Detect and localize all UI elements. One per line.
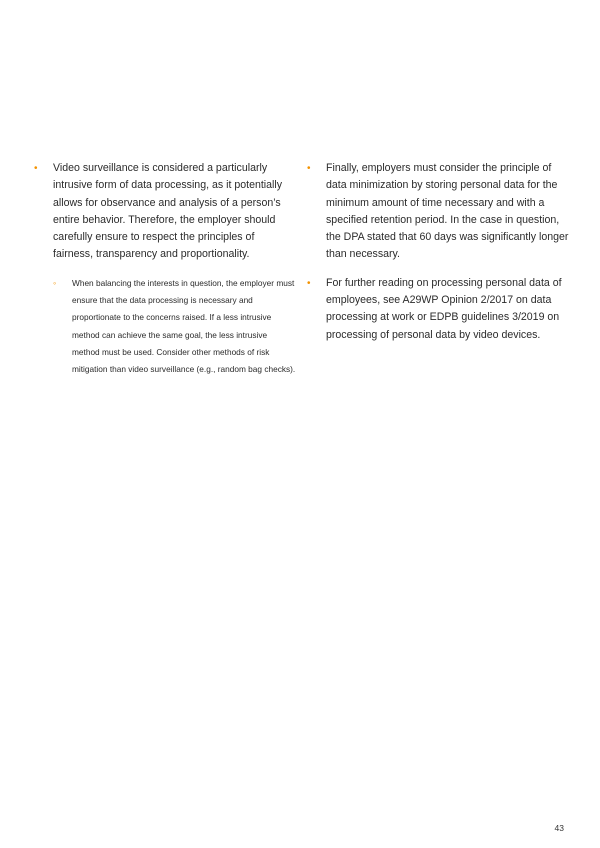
bullet-text: Finally, employers must consider the principle of data minimization by storing personal data for the minimum amount of time necessary and with a specified retention period. In the case in question, the DPA stated that 60 days was significantly longer than necessary. — [326, 162, 569, 261]
bullet-item — [34, 160, 296, 264]
left-column — [34, 160, 296, 379]
bullet-item — [307, 160, 569, 264]
bullet-icon: • — [307, 277, 311, 289]
bullet-icon: • — [34, 163, 38, 174]
bullet-text: For further reading on processing personal data of employees, see A29WP Opinion 2/2017 on data processing at work or EDPB guidelines 3/2019 on processing of personal data by video devices. — [326, 276, 562, 341]
sub-bullet-icon: ◦ — [53, 277, 57, 288]
bullet-item — [307, 275, 569, 344]
sub-bullet-item — [34, 275, 296, 379]
bullet-text: Video surveillance is considered a particularly intrusive form of data processing, as it potentially allows for observance and analysis of a person’s entire behavior. Therefore, the employer should carefully ensure to respect the principles of fairness, transparency and proportionality. — [53, 162, 283, 261]
sub-bullet-text: When balancing the interests in question, the employer must ensure that the data processing is necessary and proportionate to the concerns raised. If a less intrusive method can achieve the same goal, the less intrusive method must be used. Consider other methods of risk mitigation than video surveillance (e.g., random bag checks). — [72, 277, 296, 375]
page-number: 43 — [554, 823, 564, 833]
right-column — [307, 160, 569, 344]
bullet-icon: • — [307, 163, 311, 174]
